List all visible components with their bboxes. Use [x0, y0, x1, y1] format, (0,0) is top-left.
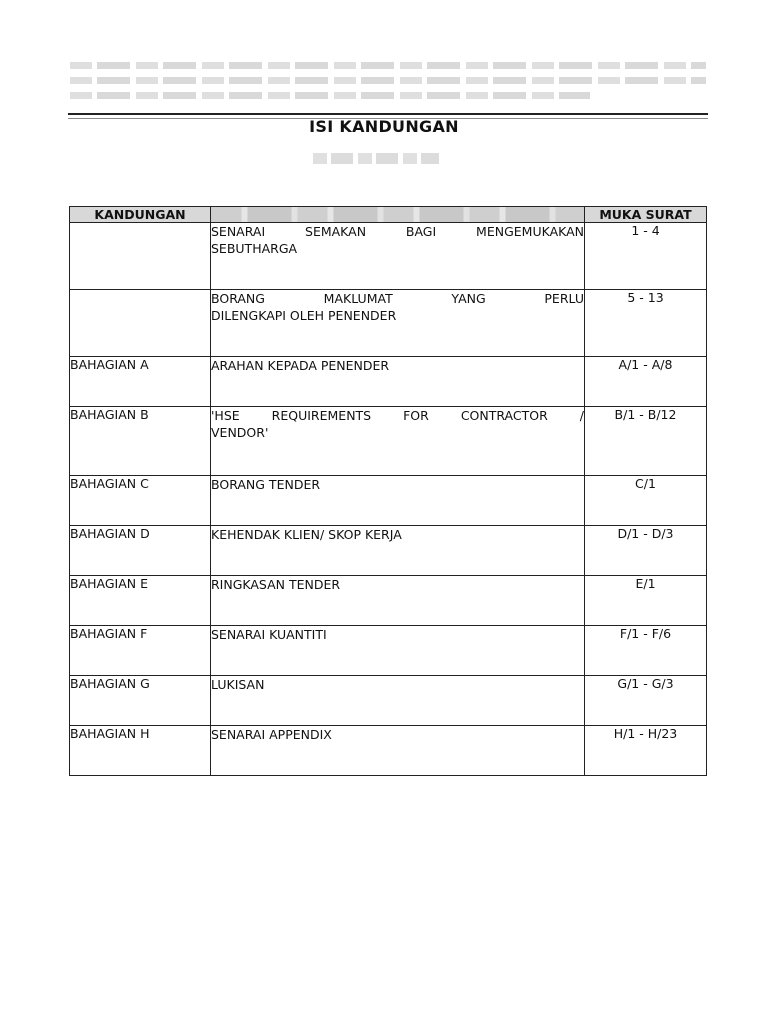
row-page: F/1 - F/6	[585, 626, 707, 676]
row-page: 5 - 13	[585, 290, 707, 357]
table-row	[70, 223, 707, 290]
row-content-line: SENARAI APPENDIX	[211, 727, 332, 742]
row-page: A/1 - A/8	[585, 357, 707, 407]
row-content-line: DILENGKAPI OLEH PENENDER	[211, 308, 397, 323]
table-row	[70, 407, 707, 476]
faded-header-text	[70, 62, 706, 107]
row-content-line: BORANG TENDER	[211, 477, 321, 492]
table-row	[70, 626, 707, 676]
row-section: BAHAGIAN A	[70, 357, 211, 407]
header-content	[211, 207, 585, 223]
row-content	[211, 726, 585, 776]
row-page: 1 - 4	[585, 223, 707, 290]
row-section: BAHAGIAN D	[70, 526, 211, 576]
row-section: BAHAGIAN F	[70, 626, 211, 676]
row-section	[70, 223, 211, 290]
row-section: BAHAGIAN G	[70, 676, 211, 726]
row-content-line: ARAHAN KEPADA PENENDER	[211, 358, 390, 373]
row-page: H/1 - H/23	[585, 726, 707, 776]
row-section: BAHAGIAN E	[70, 576, 211, 626]
row-content	[211, 626, 585, 676]
faded-text-line	[70, 77, 706, 84]
row-section	[70, 290, 211, 357]
row-page: D/1 - D/3	[585, 526, 707, 576]
row-content-line: VENDOR'	[211, 425, 269, 440]
row-section: BAHAGIAN C	[70, 476, 211, 526]
row-content	[211, 676, 585, 726]
table-row	[70, 676, 707, 726]
row-content	[211, 223, 585, 290]
row-page: C/1	[585, 476, 707, 526]
header-rule	[68, 113, 708, 115]
contents-table	[69, 206, 707, 776]
row-page: G/1 - G/3	[585, 676, 707, 726]
row-content	[211, 526, 585, 576]
table-row	[70, 290, 707, 357]
table-row	[70, 576, 707, 626]
row-content-line: KEHENDAK KLIEN/ SKOP KERJA	[211, 527, 402, 542]
row-content	[211, 476, 585, 526]
row-content-line: SENARAI SEMAKAN BAGI MENGEMUKAKAN	[211, 224, 584, 239]
row-page: B/1 - B/12	[585, 407, 707, 476]
header-section: KANDUNGAN	[70, 207, 211, 223]
row-content	[211, 357, 585, 407]
row-page: E/1	[585, 576, 707, 626]
faded-text-line	[70, 92, 590, 99]
faded-text-line	[70, 62, 706, 69]
row-content	[211, 290, 585, 357]
table-row	[70, 726, 707, 776]
row-content	[211, 576, 585, 626]
table-row	[70, 476, 707, 526]
row-section: BAHAGIAN B	[70, 407, 211, 476]
table-row	[70, 357, 707, 407]
row-content-line: BORANG MAKLUMAT YANG PERLU	[211, 291, 584, 306]
row-content	[211, 407, 585, 476]
faded-subtitle	[313, 153, 439, 164]
table-row	[70, 526, 707, 576]
row-content-line: RINGKASAN TENDER	[211, 577, 341, 592]
header-page: MUKA SURAT	[585, 207, 707, 223]
row-content-line: 'HSE REQUIREMENTS FOR CONTRACTOR /	[211, 408, 584, 423]
row-content-line: SEBUTHARGA	[211, 241, 298, 256]
row-section: BAHAGIAN H	[70, 726, 211, 776]
row-content-line: LUKISAN	[211, 677, 265, 692]
page-title: ISI KANDUNGAN	[309, 117, 459, 136]
row-content-line: SENARAI KUANTITI	[211, 627, 327, 642]
table-header-row	[70, 207, 707, 223]
